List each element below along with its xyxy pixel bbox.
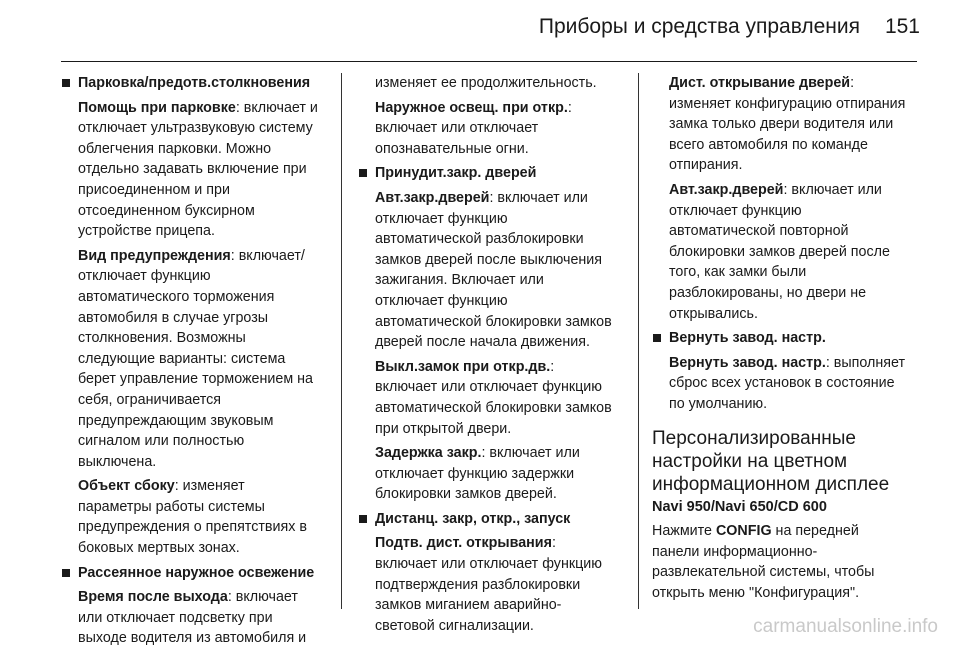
bullet-heading <box>652 328 910 349</box>
setting-description <box>669 353 910 415</box>
bullet-heading-text: Дистанц. закр, откр., запуск <box>375 510 571 527</box>
watermark: carmanualsonline.info <box>753 616 938 637</box>
button-name: CONFIG <box>715 523 772 540</box>
column-divider <box>638 73 639 609</box>
instruction-text-start: Нажмите <box>652 523 716 540</box>
instruction-text <box>652 521 910 603</box>
square-bullet-icon <box>62 569 70 577</box>
setting-name: Вид предупреждения <box>78 247 231 264</box>
column-2 <box>358 73 616 640</box>
column-divider <box>341 73 342 609</box>
setting-text: : включает и отключает ультразвуковую систему облегчения парковки. Можно отдельно задавать включение при присоединенном и при отсоединенном буксирном устройстве прицепа. <box>78 99 318 240</box>
setting-text: : включает или отключает функцию автоматической блокировки замков при открытой двери. <box>375 358 612 437</box>
setting-text: : включает или отключает функцию подтверждения разблокировки замков миганием аварийно-световой сигнализации. <box>375 535 602 634</box>
setting-description <box>375 443 616 505</box>
section-subheading: Navi 950/Navi 650/CD 600 <box>652 498 827 515</box>
setting-description <box>78 587 319 649</box>
setting-name: Выкл.замок при откр.дв. <box>375 358 551 375</box>
setting-text: : включает/отключает функцию автоматического торможения автомобиля в случае угрозы столкновения. Возможны следующие варианты: система берет управление торможением на себя, ограничивается предупреждающим звуковым сигналом или полностью выключена. <box>78 247 313 470</box>
bullet-heading-text: Парковка/предотв.столкновения <box>78 75 311 91</box>
setting-name: Дист. открывание дверей <box>669 75 851 91</box>
header-rule <box>61 61 917 62</box>
setting-text: : включает или отключает подсветку при выходе водителя из автомобиля и <box>78 589 307 647</box>
setting-description <box>78 246 319 473</box>
bullet-heading <box>358 163 616 184</box>
square-bullet-icon <box>359 169 367 177</box>
bullet-heading <box>358 509 616 530</box>
setting-text: : включает или отключает функцию автоматической повторной блокировки замков дверей после того, как замки были разблокированы, но двери не открывались. <box>669 181 890 322</box>
setting-text: : изменяет конфигурацию отпирания замка только двери водителя или всего автомобиля по команде отпирания. <box>669 75 906 174</box>
square-bullet-icon <box>653 334 661 342</box>
setting-description <box>375 73 616 94</box>
setting-text: : изменяет параметры работы системы предупреждения о препятствиях в боковых мертвых зонах. <box>78 478 307 557</box>
setting-description <box>375 188 616 353</box>
setting-name: Подтв. дист. открывания <box>375 535 552 552</box>
square-bullet-icon <box>359 515 367 523</box>
setting-name: Вернуть завод. настр. <box>669 354 826 371</box>
setting-description <box>669 180 910 324</box>
bullet-heading <box>61 73 319 94</box>
setting-name: Наружное освещ. при откр. <box>375 99 568 116</box>
instruction-text-end: на передней панели информационно-развлекательной системы, чтобы открыть меню "Конфигурация". <box>652 523 875 601</box>
setting-description <box>669 73 910 176</box>
bullet-heading-text: Вернуть завод. настр. <box>669 330 826 347</box>
square-bullet-icon <box>62 79 70 87</box>
setting-text: : включает или отключает функцию автоматической разблокировки замков дверей после выключения зажигания. Включает или отключает функцию автоматической блокировки замков дверей после начала движения. <box>375 189 612 351</box>
setting-name: Авт.закр.дверей <box>375 189 490 206</box>
setting-text: изменяет ее продолжительность. <box>375 75 597 91</box>
setting-description <box>78 98 319 242</box>
bullet-heading-text: Принудит.закр. дверей <box>375 165 537 182</box>
bullet-heading <box>61 563 319 584</box>
setting-text: : включает или отключает функцию задержки блокировки замков дверей. <box>375 445 580 503</box>
setting-name: Помощь при парковке <box>78 99 236 116</box>
setting-text: : выполняет сброс всех установок в состояние по умолчанию. <box>669 354 906 412</box>
setting-name: Авт.закр.дверей <box>669 181 784 198</box>
column-1 <box>61 73 319 653</box>
setting-text: : включает или отключает опознавательные огни. <box>375 99 572 157</box>
page-number: 151 <box>884 15 920 38</box>
column-3 <box>652 73 910 607</box>
bullet-heading-text: Рассеянное наружное освежение <box>78 564 315 581</box>
section-heading: Персонализированные настройки на цветном информационном дисплее <box>652 427 890 495</box>
setting-name: Объект сбоку <box>78 478 175 495</box>
setting-description <box>78 476 319 558</box>
setting-name: Задержка закр. <box>375 445 482 462</box>
setting-description <box>375 357 616 439</box>
setting-description <box>375 533 616 636</box>
page-title: Приборы и средства управления <box>538 15 860 38</box>
setting-name: Время после выхода <box>78 589 228 606</box>
setting-description <box>375 98 616 160</box>
